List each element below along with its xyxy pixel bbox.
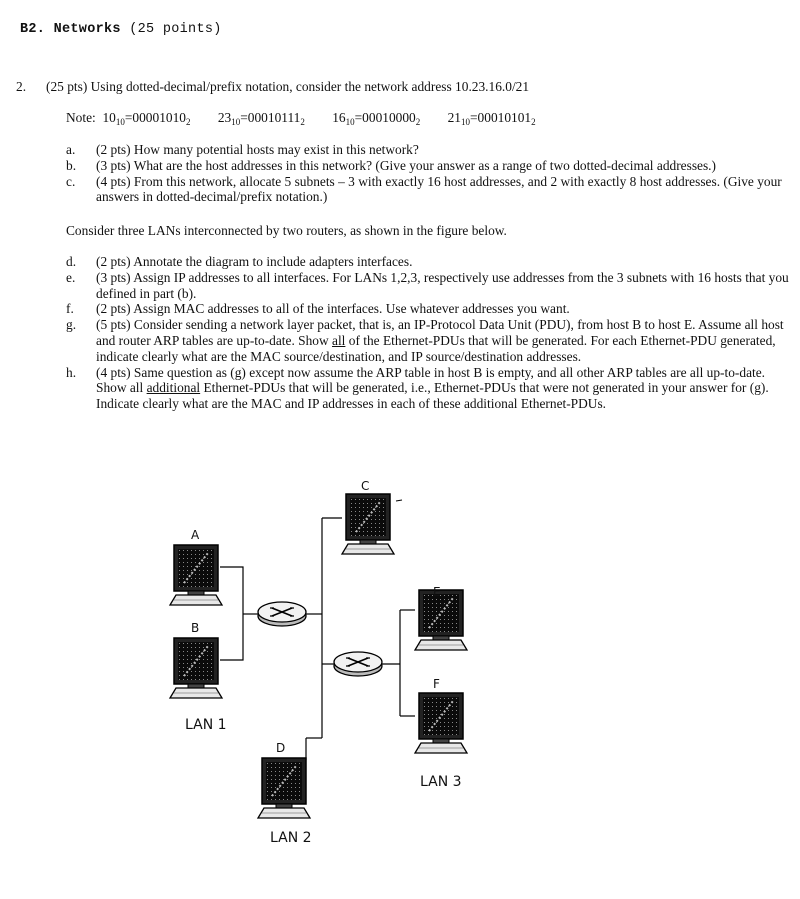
host-label: C [361,479,370,493]
note-item: $21_{10}=00010101_2$ [447,110,536,127]
computer-icon [415,693,467,753]
computer-icon [258,758,310,818]
list-item: d. (2 pts) Annotate the diagram to include adapters interfaces. [66,254,413,269]
computer-icon [170,638,222,698]
router-icon [258,602,306,626]
host-label: E [433,585,441,599]
note-label: Note: [66,110,96,125]
section-points: (25 points) [129,22,222,37]
computer-icon [342,494,394,554]
question-text: (25 pts) Using dotted-decimal/prefix notation, consider the network address 10.23.16.0/21 [46,79,530,94]
lan-label: LAN 1 [185,717,227,733]
host-label: A [191,528,200,542]
list-item: e. (3 pts) Assign IP addresses to all interfaces. For LANs 1,2,3, respectively use addresses from the 3 subnets with 16 hosts that you defined in part (b). [66,269,789,301]
list-item: b. (3 pts) What are the host addresses in this network? (Give your answer as a range of two dotted-decimal addresses.) [66,157,716,173]
list-item: a. (2 pts) How many potential hosts may exist in this network? [66,142,419,157]
router-icon [334,652,382,676]
list-item: f. (2 pts) Assign MAC addresses to all of the interfaces. Use whatever addresses you want. [66,301,570,317]
question-number: 2. [16,79,27,94]
note-item: $16_{10}=00010000_2$ [332,110,421,127]
list-item: h. (4 pts) Same question as (g) except now assume the ARP table in host B is empty, and all other ARP tables are all up-to-date. Show all additional Ethernet-PDUs that will be generated, i.e., Ethernet-PDUs that were not generated in your answer for (g). Indicate clearly what are the MAC and IP addresses in each of these additional Ethernet-PDUs. [66,364,769,412]
lan-label: LAN 2 [270,830,312,846]
host-label: D [276,741,286,755]
list-item: g. (5 pts) Consider sending a network layer packet, that is, an IP-Protocol Data Unit (PDU), from host B to host E. Assume all host and router ARP tables are up-to-date. Show all of the Ethernet-PDUs that will be generated. For each Ethernet-PDU generated, indicate clearly what are the MAC source/destination, and IP source/destination addresses. [66,317,784,364]
list-item: c. (4 pts) From this network, allocate 5 subnets – 3 with exactly 16 host addresses, and 2 with exactly 8 host addresses. (Give your answers in dotted-decimal/prefix notation.) [66,173,782,205]
section-title: B2. Networks [20,22,121,37]
lan-label: LAN 3 [420,774,462,790]
computer-icon [170,545,222,605]
note-item: $10_{10}=00001010_2$ [102,110,191,127]
note-item: $23_{10}=00010111_2$ [217,110,305,127]
host-label: B [191,621,200,635]
computer-icon [415,590,467,650]
diagram-intro: Consider three LANs interconnected by two routers, as shown in the figure below. [66,223,507,238]
stray-mark [396,500,402,501]
host-label: F [433,677,440,691]
